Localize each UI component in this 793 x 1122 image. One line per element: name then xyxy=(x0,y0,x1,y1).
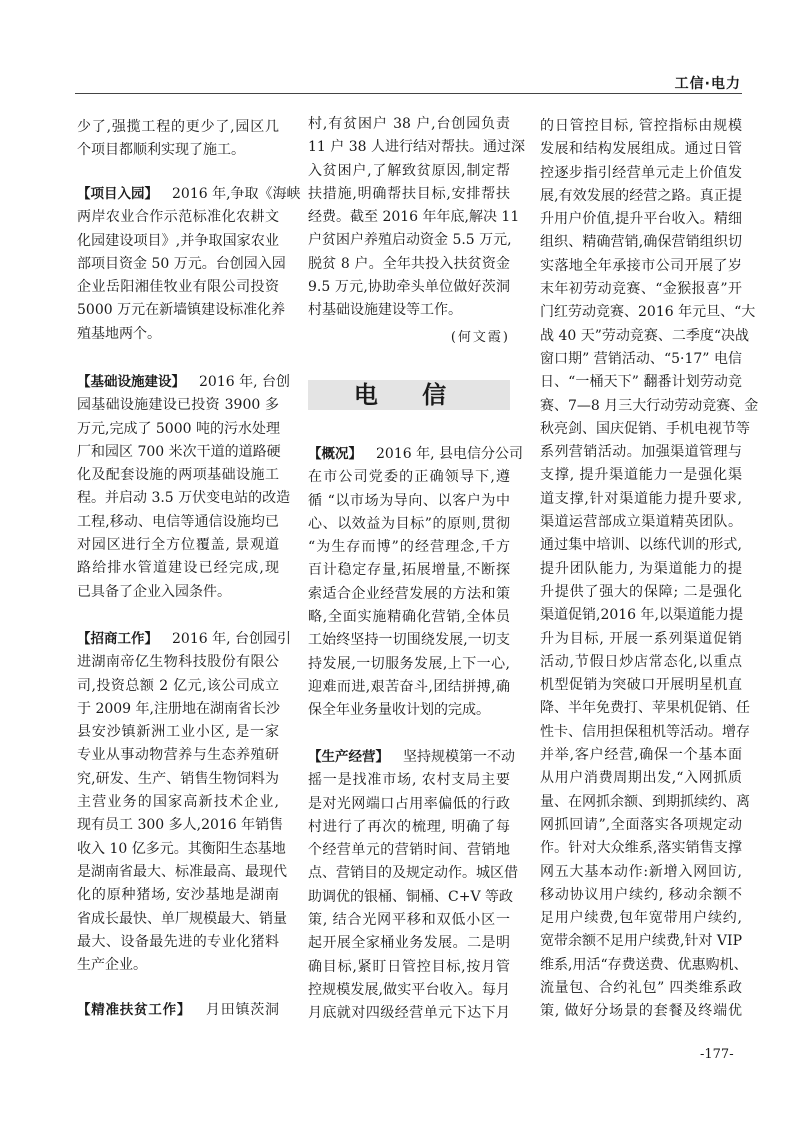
text-line: 战 40 天”劳动竞赛、二季度“决战 xyxy=(540,327,750,344)
text-line: 园基础设施建设已投资 3900 多 xyxy=(77,397,279,414)
paragraph-label: 【招商工作】 xyxy=(77,631,158,647)
paragraph xyxy=(540,115,759,1024)
text-line: 殖基地两个。 xyxy=(77,325,161,342)
text-line: 【招商工作】 2016 年, 台创园引 xyxy=(77,631,291,647)
text-line: 网五大基本动作:新增入网回访, xyxy=(540,863,742,880)
text-line: 百计稳定存量,拓展增量,不断探 xyxy=(308,562,510,579)
text-line: 发展和结构发展组成。通过日管 xyxy=(540,141,742,158)
text-line: 起开展全家桶业务发展。二是明 xyxy=(308,935,510,952)
text-line: 少了,强揽工程的更少了,园区几 xyxy=(77,119,279,135)
text-line: 于 2009 年,注册地在湖南省长沙 xyxy=(77,700,280,717)
text-line: 日、“一桶天下” 翻番计划劳动竞 xyxy=(540,374,742,391)
text-line: “为生存而博”的经营理念,千方 xyxy=(308,539,510,556)
text-line: 生产企业。 xyxy=(77,957,147,974)
text-line: 升为目标, 开展一系列渠道促销 xyxy=(540,630,742,647)
text-line: 【精准扶贫工作】 月田镇茨洞 xyxy=(77,1002,280,1018)
text-line: 控逐步指引经营单元走上价值发 xyxy=(540,164,742,181)
text-line: 宽带余额不足用户续费,针对 VIP xyxy=(540,933,742,950)
text-line: 扶措施,明确帮扶目标,安排帮扶 xyxy=(308,185,510,202)
text-line: 系列营销活动。加强渠道管理与 xyxy=(540,444,742,461)
text-line: 【项目入园】 2016 年,争取《海峡 xyxy=(77,186,301,202)
text-line: 现有员工 300 多人,2016 年销售 xyxy=(77,817,284,834)
text-line: 化的原种猪场, 安沙基地是湖南 xyxy=(77,887,279,904)
text-line: 脱贫 8 户。全年共投入扶贫资金 xyxy=(308,255,510,272)
text-line: 控规模发展,做实平台收入。每月 xyxy=(308,981,510,998)
text-line: 司,投资总额 2 亿元,该公司成立 xyxy=(77,677,279,694)
text-line: 主营业务的国家高新技术企业, xyxy=(77,794,279,811)
text-line: 流量包、合约礼包” 四类维系政 xyxy=(540,979,742,996)
text-line: 组织、精确营销,确保营销组织切 xyxy=(540,234,742,251)
text-line: 渠道运营部成立渠道精英团队。 xyxy=(540,514,742,531)
text-line: 究,研发、生产、销售生物饲料为 xyxy=(77,770,279,787)
paragraph xyxy=(308,746,518,1026)
text-line: 从用户消费周期出发,“入网抓质 xyxy=(540,770,742,787)
paragraph xyxy=(77,183,301,346)
text-line: 赛、7—8 月三大行动劳动竞赛、金 xyxy=(540,397,759,414)
text-line: 升用户价值,提升平台收入。精细 xyxy=(540,211,742,228)
text-line: 专业从事动物营养与生态养殖研 xyxy=(77,747,279,764)
text-line: 已具备了企业入园条件。 xyxy=(77,583,231,600)
text-line: 移动协议用户续约, 移动余额不 xyxy=(540,886,742,903)
text-line: 村进行了再次的梳理, 明确了每 xyxy=(308,818,510,835)
text-line: 降、半年免费打、苹果机促销、任 xyxy=(540,700,750,717)
text-line: 程。并启动 3.5 万伏变电站的改造 xyxy=(77,490,291,507)
text-line: 对园区进行全方位覆盖, 景观道 xyxy=(77,537,279,554)
text-line: 是湖南省最大、标准最高、最现代 xyxy=(77,863,287,880)
text-line: 渠道促销,2016 年,以渠道能力提 xyxy=(540,607,743,624)
text-line: 化园建设项目》,并争取国家农业 xyxy=(77,232,279,249)
text-line: 县安沙镇新洲工业小区, 是一家 xyxy=(77,724,279,741)
section-heading-telecom: 电 信 xyxy=(308,380,510,410)
text-line: 策, 做好分场景的套餐及终端优 xyxy=(540,1003,742,1020)
text-line: 路给排水管道建设已经完成,现 xyxy=(77,560,279,577)
text-line: 经费。截至 2016 年年底,解决 11 xyxy=(308,209,520,226)
running-header-title: 工信·电力 xyxy=(674,76,741,92)
text-line: 心、以效益为目标”的原则,贯彻 xyxy=(308,515,510,532)
text-line: 足用户续费,包年宽带用户续约, xyxy=(540,910,742,927)
text-line: 末年初劳动竞赛、“金猴报喜”开 xyxy=(540,281,742,298)
text-line: 个项目都顺利实现了施工。 xyxy=(77,142,245,159)
text-line: 通过集中培训、以练代训的形式, xyxy=(540,537,742,554)
text-line: 是对光网端口占用率偏低的行政 xyxy=(308,795,510,812)
text-line: 支撑, 提升渠道能力一是强化渠 xyxy=(540,467,742,484)
text-line: 【基础设施建设】 2016 年, 台创 xyxy=(77,374,290,390)
text-line: 机型促销为突破口开展明星机直 xyxy=(540,677,742,694)
text-line: 索适合企业经营发展的方法和策 xyxy=(308,585,510,602)
text-line: 策, 结合光网平移和双低小区一 xyxy=(308,912,510,929)
text-line: 工程,移动、电信等通信设施均已 xyxy=(77,513,279,530)
text-line: 在市公司党委的正确领导下,遵 xyxy=(308,469,510,486)
text-line: 实落地全年承接市公司开展了岁 xyxy=(540,257,742,274)
text-line: 展,有效发展的经营之路。真正提 xyxy=(540,187,742,204)
text-line: 提升团队能力, 为渠道能力的提 xyxy=(540,560,742,577)
paragraph-label: 【项目入园】 xyxy=(77,186,158,202)
text-line: 户贫困户养殖启动资金 5.5 万元, xyxy=(308,232,512,249)
text-line: 门红劳动竞赛、2016 年元旦、“大 xyxy=(540,304,756,321)
paragraph xyxy=(77,371,291,604)
text-line: 助调优的银桶、铜桶、C+V 等政 xyxy=(308,888,514,905)
text-line: 进湖南帝亿生物科技股份有限公 xyxy=(77,654,279,671)
text-line: 摇一是找准市场, 农村支局主要 xyxy=(308,772,510,789)
text-line: 迎难而进,艰苦奋斗,团结拼搏,确 xyxy=(308,678,510,695)
paragraph xyxy=(77,999,279,1022)
paragraph xyxy=(77,116,279,163)
text-line: 9.5 万元,协助牵头单位做好茨洞 xyxy=(308,279,510,296)
paragraph xyxy=(308,443,523,723)
text-line: 作。针对大众维系,落实销售支撑 xyxy=(540,840,742,857)
text-line: 【生产经营】 坚持规模第一不动 xyxy=(308,749,515,765)
text-line: 持发展,一切服务发展,上下一心, xyxy=(308,655,510,672)
text-line: 月底就对四级经营单元下达下月 xyxy=(308,1005,510,1022)
text-line: 确目标,紧盯日管控目标,按月管 xyxy=(308,958,510,975)
text-line: 保全年业务量收计划的完成。 xyxy=(308,702,490,719)
page-number: -177- xyxy=(700,1047,734,1062)
text-line: 万元,完成了 5000 吨的污水处理 xyxy=(77,420,280,437)
text-line: 略,全面实施精确化营销,全体员 xyxy=(308,609,510,626)
text-line: 活动,节假日炒店常态化,以重点 xyxy=(540,653,742,670)
paragraph-label: 【精准扶贫工作】 xyxy=(77,1002,192,1018)
text-line: 秋亮剑、国庆促销、手机电视节等 xyxy=(540,420,750,437)
paragraph-label: 【生产经营】 xyxy=(308,749,389,765)
text-line: 部项目资金 50 万元。台创园入园 xyxy=(77,255,286,272)
text-line: 入贫困户,了解致贫原因,制定帮 xyxy=(308,162,510,179)
text-line: 网抓回请”,全面落实各项规定动 xyxy=(540,816,742,833)
text-line: 个经营单元的营销时间、营销地 xyxy=(308,842,510,859)
text-line: 省成长最快、单厂规模最大、销量 xyxy=(77,910,287,927)
paragraph xyxy=(77,628,291,977)
text-line: 化及配套设施的两项基础设施工 xyxy=(77,467,279,484)
text-line: 两岸农业合作示范标准化农耕文 xyxy=(77,209,279,226)
text-line: 性卡、信用担保租机等活动。增存 xyxy=(540,723,750,740)
paragraph-label: 【概况】 xyxy=(308,446,362,462)
text-line: 工始终坚持一切围绕发展,一切支 xyxy=(308,632,510,649)
text-line: 村,有贫困户 38 户,台创园负责 xyxy=(308,116,510,132)
text-line: 并举,客户经营,确保一个基本面 xyxy=(540,747,742,764)
text-line: 点、营销目的及规定动作。城区借 xyxy=(308,865,518,882)
text-line: 最大、设备最先进的专业化猪料 xyxy=(77,933,279,950)
text-line: 循 “以市场为导向、以客户为中 xyxy=(308,492,510,509)
text-line: 厂和园区 700 米次干道的道路硬 xyxy=(77,443,281,460)
text-line: 企业岳阳湘佳牧业有限公司投资 xyxy=(77,279,279,296)
text-line: 量、在网抓余额、到期抓续约、离 xyxy=(540,793,750,810)
text-line: 道支撑,针对渠道能力提升要求, xyxy=(540,490,742,507)
header-rule xyxy=(75,93,742,94)
text-line: 村基础设施建设等工作。 xyxy=(308,302,462,319)
text-line: 【概况】 2016 年, 县电信分公司 xyxy=(308,446,523,462)
byline-author: (何文霞) xyxy=(450,330,510,345)
text-line: 升提供了强大的保障; 二是强化 xyxy=(540,583,742,600)
text-line: 窗口期” 营销活动、“5·17” 电信 xyxy=(540,350,742,367)
text-line: 收入 10 亿多元。其衡阳生态基地 xyxy=(77,840,286,857)
text-line: 5000 万元在新墙镇建设标准化养 xyxy=(77,302,286,319)
paragraph-label: 【基础设施建设】 xyxy=(77,374,185,390)
paragraph xyxy=(308,113,525,323)
text-line: 维系,用活“存费送费、优惠购机、 xyxy=(540,956,748,973)
text-line: 11 户 38 人进行结对帮扶。通过深 xyxy=(308,139,525,156)
text-line: 的日管控目标, 管控指标由规模 xyxy=(540,118,742,134)
